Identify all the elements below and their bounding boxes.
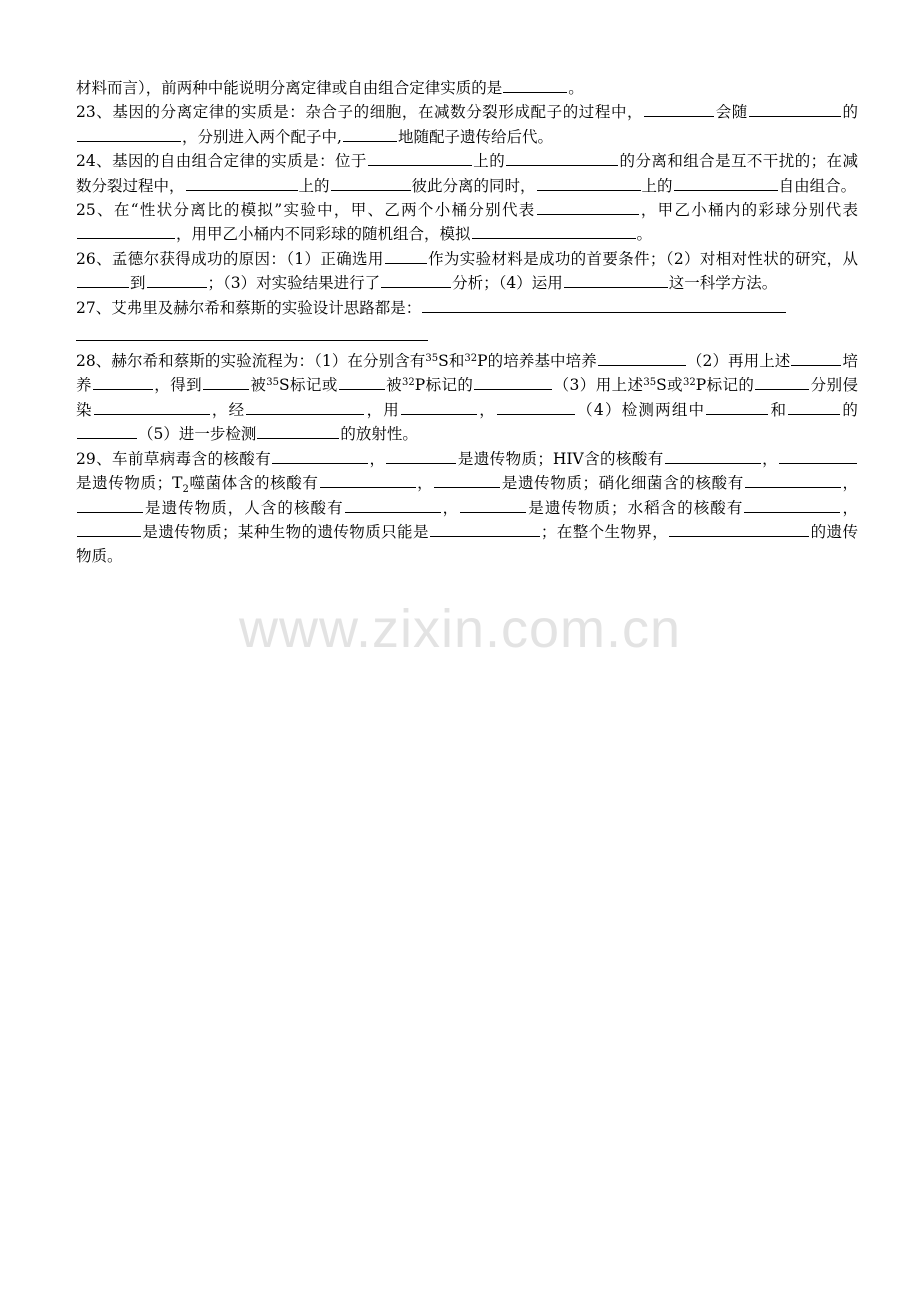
text: 的放射性。 xyxy=(340,425,418,444)
text: P xyxy=(477,352,488,371)
watermark: www.zixin.com.cn xyxy=(238,599,682,659)
text: ；在整个生物界， xyxy=(540,522,669,541)
answer-blank[interactable] xyxy=(186,174,298,191)
answer-blank[interactable] xyxy=(76,322,428,341)
question-23 xyxy=(76,100,858,149)
answer-blank[interactable] xyxy=(331,174,411,191)
worksheet-page xyxy=(76,76,858,569)
text: ， xyxy=(416,474,434,493)
answer-blank[interactable] xyxy=(368,149,472,166)
text: 27、艾弗里及赫尔希和蔡斯的实验设计思路都是： xyxy=(76,298,422,317)
text: 被 xyxy=(385,376,403,395)
answer-blank[interactable] xyxy=(77,496,143,513)
question-28 xyxy=(76,349,858,447)
question-22-tail xyxy=(76,76,858,100)
subscript: 2 xyxy=(182,484,189,496)
text: 彼此分离的同时， xyxy=(411,176,536,195)
text: （2）再用上述 xyxy=(686,352,791,371)
answer-blank[interactable] xyxy=(401,398,477,415)
answer-blank[interactable] xyxy=(669,520,809,537)
answer-blank[interactable] xyxy=(506,149,618,166)
answer-blank[interactable] xyxy=(788,398,840,415)
answer-blank[interactable] xyxy=(644,100,714,117)
text: （3）用上述 xyxy=(553,376,644,395)
text: 。 xyxy=(636,225,653,244)
text: ， xyxy=(478,400,496,419)
text: 被 xyxy=(249,376,267,395)
text: 分别侵染 xyxy=(76,376,858,419)
text: 的 xyxy=(841,103,858,122)
text: S标记或 xyxy=(279,376,338,395)
text: 地随配子遗传给后代。 xyxy=(397,127,553,146)
answer-blank[interactable] xyxy=(503,76,567,93)
text: 到 xyxy=(130,274,146,293)
text: P标记的 xyxy=(695,376,755,395)
answer-blank[interactable] xyxy=(94,398,210,415)
text: ， xyxy=(841,498,858,517)
answer-blank[interactable] xyxy=(339,373,385,390)
text: ，甲乙小桶内的彩球分别代表 xyxy=(639,201,858,220)
answer-blank[interactable] xyxy=(246,398,364,415)
question-25 xyxy=(76,198,858,247)
superscript: 35 xyxy=(425,352,439,364)
answer-blank[interactable] xyxy=(674,174,778,191)
answer-blank[interactable] xyxy=(93,373,153,390)
answer-blank[interactable] xyxy=(77,125,181,142)
answer-blank[interactable] xyxy=(257,422,339,439)
text: 这一科学方法。 xyxy=(668,274,778,293)
text: 材料而言），前两种中能说明分离定律或自由组合定律实质的是 xyxy=(76,79,503,97)
text: 24、基因的自由组合定律的实质是：位于 xyxy=(76,152,367,171)
answer-blank[interactable] xyxy=(147,271,207,288)
text: 自由组合。 xyxy=(778,176,857,195)
answer-blank[interactable] xyxy=(386,447,456,464)
superscript: 32 xyxy=(464,352,478,364)
answer-blank[interactable] xyxy=(744,496,840,513)
answer-blank[interactable] xyxy=(272,447,368,464)
text: 是遗传物质，人含的核酸有 xyxy=(144,498,344,517)
text: ；（3）对实验结果进行了 xyxy=(207,274,381,293)
text: 25、在“性状分离比的模拟”实验中，甲、乙两个小桶分别代表 xyxy=(76,201,536,220)
text: 是遗传物质；水稻含的核酸有 xyxy=(527,498,744,517)
answer-blank[interactable] xyxy=(430,520,540,537)
answer-blank[interactable] xyxy=(537,174,641,191)
answer-blank[interactable] xyxy=(665,447,761,464)
superscript: 35 xyxy=(266,377,280,389)
superscript: 32 xyxy=(683,377,696,389)
text: ， xyxy=(761,449,778,468)
text: ，用甲乙小桶内不同彩球的随机组合，模拟 xyxy=(176,225,471,244)
text: 是遗传物质；T xyxy=(76,474,183,493)
text: 和 xyxy=(769,400,788,419)
answer-blank[interactable] xyxy=(77,422,137,439)
question-29 xyxy=(76,447,858,569)
superscript: 32 xyxy=(402,377,415,389)
answer-blank[interactable] xyxy=(791,349,841,366)
text: 作为实验材料是成功的首要条件；（2）对相对性状的研究，从 xyxy=(427,249,858,268)
answer-blank[interactable] xyxy=(343,125,397,142)
text: ，分别进入两个配子中, xyxy=(182,127,342,146)
answer-blank[interactable] xyxy=(745,471,841,488)
text: ， xyxy=(369,449,386,468)
text: 26、孟德尔获得成功的原因：（1）正确选用 xyxy=(76,249,384,268)
text: 是遗传物质；某种生物的遗传物质只能是 xyxy=(142,522,429,541)
text: 上的 xyxy=(298,176,330,195)
answer-blank[interactable] xyxy=(598,349,686,366)
text: S或 xyxy=(656,376,684,395)
text: ，得到 xyxy=(153,376,202,395)
answer-blank[interactable] xyxy=(497,398,575,415)
text: ，经 xyxy=(210,400,246,419)
text: （5）进一步检测 xyxy=(138,425,257,444)
text: ， xyxy=(841,474,858,493)
text: 和 xyxy=(448,352,465,371)
answer-blank[interactable] xyxy=(77,222,175,239)
answer-blank[interactable] xyxy=(381,271,451,288)
text: ，用 xyxy=(365,400,401,419)
answer-blank[interactable] xyxy=(474,373,552,390)
text: 噬菌体含的核酸有 xyxy=(188,474,319,493)
question-24 xyxy=(76,149,858,198)
text: 29、车前草病毒含的核酸有 xyxy=(76,449,272,468)
answer-blank[interactable] xyxy=(537,198,639,215)
text: 的培养基中培养 xyxy=(487,352,597,371)
answer-blank[interactable] xyxy=(779,447,857,464)
text: （4）检测两组中 xyxy=(575,400,706,419)
answer-blank[interactable] xyxy=(749,100,841,117)
answer-blank[interactable] xyxy=(320,471,416,488)
text: 的分离和组合是互不干扰的；在减数分裂过程中， xyxy=(76,152,858,195)
answer-blank[interactable] xyxy=(77,520,141,537)
text: 28、赫尔希和蔡斯的实验流程为：（1）在分别含有 xyxy=(76,352,426,371)
text: 分析；（4）运用 xyxy=(452,274,563,293)
text: 是遗传物质；硝化细菌含的核酸有 xyxy=(501,474,744,493)
answer-blank[interactable] xyxy=(422,296,786,313)
answer-blank[interactable] xyxy=(434,471,500,488)
text: 23、基因的分离定律的实质是：杂合子的细胞，在减数分裂形成配子的过程中， xyxy=(76,103,644,122)
answer-blank[interactable] xyxy=(564,271,668,288)
text: 的遗传物质。 xyxy=(76,522,858,566)
answer-blank[interactable] xyxy=(203,373,249,390)
answer-blank[interactable] xyxy=(706,398,768,415)
text: 的 xyxy=(841,400,858,419)
text: 培养 xyxy=(76,352,858,395)
text: 是遗传物质；HIV含的核酸有 xyxy=(457,449,664,468)
question-26 xyxy=(76,247,858,296)
text: S xyxy=(438,352,449,371)
answer-blank[interactable] xyxy=(472,222,636,239)
text: 上的 xyxy=(641,176,673,195)
answer-blank[interactable] xyxy=(755,373,809,390)
text: P标记的 xyxy=(414,376,474,395)
answer-blank[interactable] xyxy=(460,496,526,513)
text: 上的 xyxy=(472,152,506,171)
answer-blank[interactable] xyxy=(345,496,441,513)
text: 。 xyxy=(568,79,584,97)
text: 会随 xyxy=(715,103,748,122)
text: ， xyxy=(441,498,460,517)
question-27 xyxy=(76,296,858,341)
superscript: 35 xyxy=(643,377,657,389)
answer-blank[interactable] xyxy=(385,247,427,264)
answer-blank[interactable] xyxy=(77,271,129,288)
